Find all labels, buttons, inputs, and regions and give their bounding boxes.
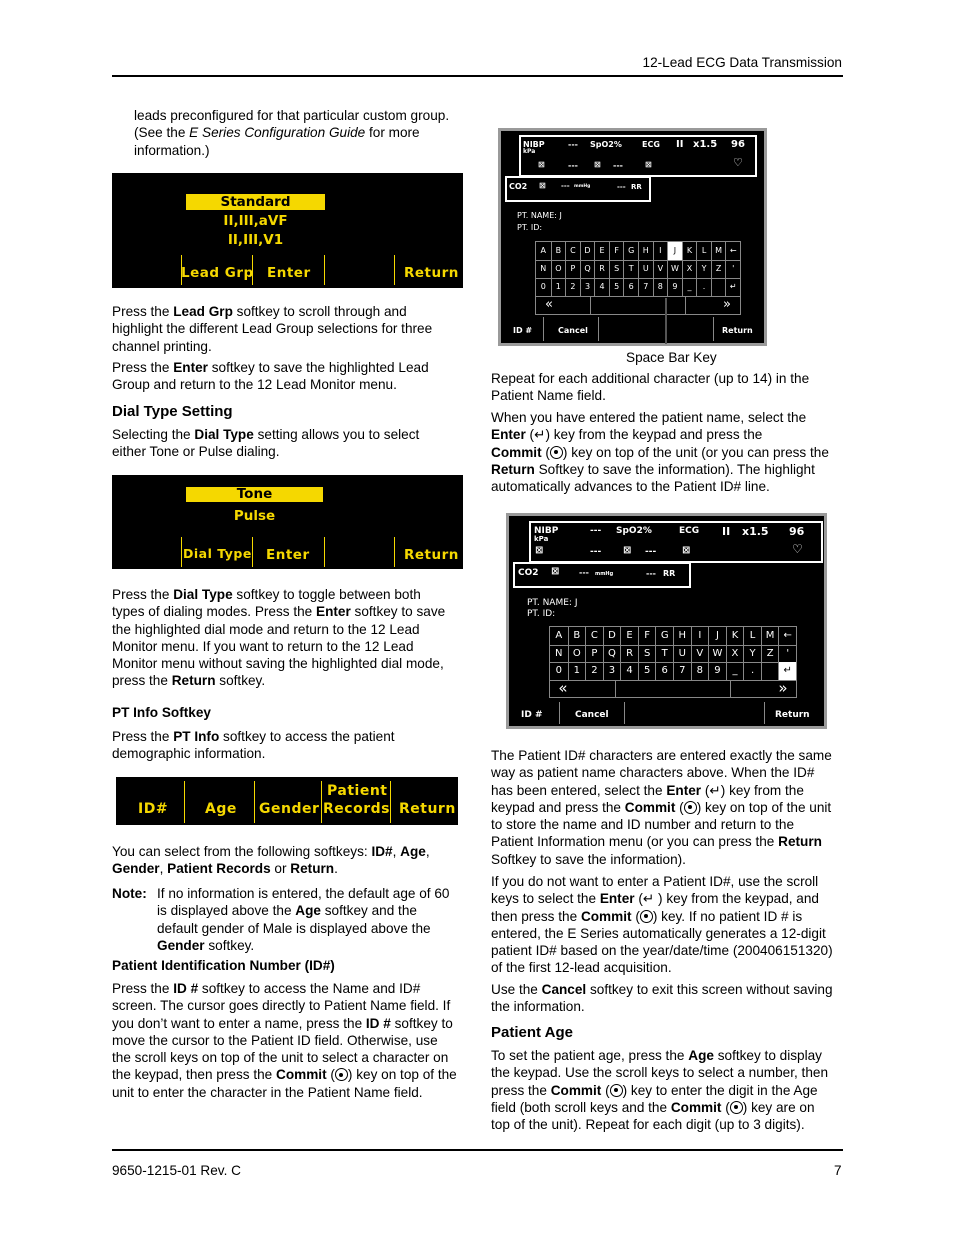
keypad-key[interactable]: P	[565, 260, 580, 278]
space-bar-key[interactable]	[590, 296, 686, 314]
keypad-key[interactable]: J	[667, 242, 682, 260]
keypad-key[interactable]: I	[653, 242, 668, 260]
enter-softkey[interactable]: Enter	[266, 547, 310, 563]
keypad-key[interactable]: U	[638, 260, 653, 278]
keypad-key[interactable]: 6	[623, 278, 638, 296]
pt-info-heading: PT Info Softkey	[112, 705, 211, 720]
nibp-label: NIBP	[534, 526, 559, 536]
keypad-key[interactable]: 4	[620, 662, 638, 680]
rr-value: ---	[617, 183, 626, 191]
patient-age-paragraph: To set the patient age, press the Age softkey to display the keypad. Use the scroll keys to select a number, then press the Commit ( ) key to enter the digit in the Age field (both scroll keys and the Commit ( ) key are on top of the unit). Repeat for each digit (up to 3 digits).	[491, 1048, 829, 1133]
age-softkey[interactable]: Age	[205, 801, 237, 817]
softkey-divider	[252, 537, 253, 567]
note-text: If no information is entered, the default age of 60 is displayed above the Age softkey and the default gender of Male is displayed above the Gender softkey.	[157, 886, 450, 953]
softkey-divider	[624, 702, 625, 724]
patient-id-field[interactable]: PT. ID:	[517, 223, 543, 232]
softkey-divider	[324, 537, 325, 567]
header-rule	[112, 75, 843, 77]
space-bar-key[interactable]	[615, 680, 731, 698]
scroll-left-icon[interactable]: «	[558, 678, 568, 697]
keypad-key[interactable]: R	[620, 645, 638, 663]
keypad-key[interactable]: 8	[653, 278, 668, 296]
dial-type-screen	[112, 475, 463, 569]
no-patient-id-paragraph: If you do not want to enter a Patient ID#, use the scroll keys to select the Enter (↵ ) key from the keypad, and then press the Commit ( ) key. If no patient ID # is entered, the E Series automatically generates a 12-digit patient ID# based on the year/date/time (200406151320) of the first 12-lead acquisition.	[491, 874, 833, 976]
running-header: 12-Lead ECG Data Transmission	[642, 55, 842, 70]
keypad-key[interactable]: 3	[603, 662, 621, 680]
heart-icon: ♡	[733, 156, 743, 169]
keypad-key[interactable]: C	[565, 242, 580, 260]
keypad-key[interactable]: J	[708, 627, 726, 645]
keypad-key[interactable]: T	[623, 260, 638, 278]
keypad-key[interactable]: 2	[565, 278, 580, 296]
softkey-divider	[394, 537, 395, 567]
patient-id-entry-screen	[506, 513, 827, 729]
keypad-key[interactable]: 1	[551, 278, 566, 296]
alarm-off-icon: ⊠	[539, 181, 546, 190]
keypad-key[interactable]: W	[667, 260, 682, 278]
commit-key-icon	[550, 446, 563, 459]
rr-value: ---	[646, 569, 656, 578]
keypad-key[interactable]: 5	[609, 278, 624, 296]
keypad-key[interactable]: A	[555, 630, 563, 641]
nibp-value: ---	[590, 526, 602, 536]
on-screen-keypad	[549, 626, 797, 698]
kpa-label: kPa	[534, 535, 549, 543]
on-screen-keypad	[535, 241, 741, 315]
keypad-key[interactable]: S	[609, 260, 624, 278]
keypad-key[interactable]: Y	[743, 645, 761, 663]
keypad-key[interactable]: _	[682, 278, 697, 296]
footer-rule	[112, 1149, 843, 1151]
keypad-key[interactable]: H	[638, 242, 653, 260]
lead-group-screen	[112, 173, 463, 288]
patient-age-heading: Patient Age	[491, 1024, 573, 1041]
commit-key-icon	[684, 801, 697, 814]
enter-key-icon: ↵	[534, 427, 546, 443]
keypad-key[interactable]	[711, 278, 726, 296]
patient-name-field[interactable]: PT. NAME: J	[527, 598, 578, 608]
keypad-key[interactable]: X	[682, 260, 697, 278]
keypad-key[interactable]: Z	[761, 645, 779, 663]
keypad-key[interactable]: .	[743, 662, 761, 680]
keypad-key[interactable]: L	[696, 242, 711, 260]
patient-records-softkey-line2[interactable]: Records	[323, 801, 390, 817]
softkey-divider	[390, 781, 391, 823]
cancel-paragraph: Use the Cancel softkey to exit this screen without saving the information.	[491, 982, 833, 1015]
dial-type-intro: Selecting the Dial Type setting allows you to select either Tone or Pulse dialing.	[112, 427, 420, 460]
keypad-key[interactable]: F	[609, 242, 624, 260]
patient-id-paragraph: Press the ID # softkey to access the Name and ID# screen. The cursor goes directly to Patient Name field. If you don’t want to enter a name, press the ID # softkey to move the cursor to the Patient ID field. Otherwise, use the scroll keys on top of the unit to select a character on the keypad, then press the Commit ( ) key on top of the unit to enter the character in the Patient Name field.	[112, 981, 457, 1100]
ecg-label: ECG	[642, 140, 660, 149]
patient-records-softkey-line1[interactable]: Patient	[327, 783, 388, 799]
patient-name-field[interactable]: PT. NAME: J	[517, 211, 562, 220]
keypad-key[interactable]: Z	[711, 260, 726, 278]
repeat-paragraph: Repeat for each additional character (up to 14) in the Patient Name field.	[491, 371, 810, 404]
co2-label: CO2	[518, 568, 539, 578]
softkey-divider	[713, 317, 714, 341]
softkey-divider	[764, 702, 765, 724]
co2-value: ---	[579, 568, 589, 577]
patient-name-entry-screen	[498, 128, 767, 346]
alarm-off-icon: ⊠	[645, 160, 652, 169]
enter-softkey[interactable]: Enter	[267, 265, 311, 281]
ecg-gain: x1.5	[693, 139, 718, 150]
keypad-key[interactable]: P	[585, 645, 603, 663]
keypad-key[interactable]: '	[725, 260, 740, 278]
commit-key-icon	[610, 1084, 623, 1097]
mmhg-unit: mmHg	[595, 571, 614, 577]
keypad-key[interactable]: G	[623, 242, 638, 260]
cancel-softkey[interactable]: Cancel	[558, 326, 588, 335]
id-softkey[interactable]: ID #	[513, 326, 533, 335]
scroll-right-icon[interactable]: »	[778, 678, 788, 697]
keypad-key[interactable]: Y	[696, 260, 711, 278]
gender-softkey[interactable]: Gender	[259, 801, 320, 817]
softkey-divider	[254, 781, 255, 823]
ecg-lead: II	[722, 525, 731, 538]
keypad-key[interactable]: Q	[580, 260, 595, 278]
keypad-key[interactable]: 9	[667, 278, 682, 296]
dial-type-heading: Dial Type Setting	[112, 403, 233, 420]
heart-rate-value: 96	[731, 139, 745, 150]
keypad-key[interactable]: O	[568, 645, 586, 663]
keypad-key[interactable]: '	[778, 645, 796, 663]
keypad-key[interactable]: 4	[594, 278, 609, 296]
keypad-key[interactable]: 1	[568, 662, 586, 680]
keypad-key[interactable]: N	[555, 647, 563, 659]
keypad-key[interactable]: E	[620, 627, 638, 645]
alarm-off-icon: ⊠	[535, 545, 544, 556]
spo2-value: ---	[645, 547, 657, 557]
return-softkey[interactable]: Return	[722, 326, 753, 335]
alarm-off-icon: ⊠	[682, 545, 691, 556]
return-softkey[interactable]: Return	[404, 265, 459, 281]
keypad-key[interactable]: U	[673, 645, 691, 663]
keypad-key[interactable]: D	[603, 627, 621, 645]
keypad-key[interactable]: V	[653, 260, 668, 278]
keypad-key[interactable]: ↵	[778, 662, 796, 680]
keypad-key[interactable]: K	[682, 242, 697, 260]
alarm-off-icon: ⊠	[551, 566, 560, 577]
keypad-key[interactable]: ↵	[725, 278, 740, 296]
nibp-mean: ---	[568, 161, 578, 170]
softkey-divider	[324, 255, 325, 285]
return-softkey[interactable]: Return	[775, 710, 810, 720]
keypad-key[interactable]: Q	[603, 645, 621, 663]
dial-type-paragraph: Press the Dial Type softkey to toggle between both types of dialing modes. Press the Enter softkey to save the highlighted dial mode and return to the 12 Lead Monitor menu. If you want to return to the 12 Lead Monitor menu without saving the highlighted dial mode, press the Return softkey.	[112, 587, 446, 689]
document-id: 9650-1215-01 Rev. C	[112, 1163, 241, 1178]
lead-group-standard-highlight: Standard	[186, 194, 325, 210]
intro-paragraph: leads preconfigured for that particular custom group. (See the E Series Configuration Guide for more information.)	[134, 108, 450, 158]
dial-tone-highlight: Tone	[186, 487, 323, 502]
space-bar-callout-line	[665, 298, 667, 344]
keypad-key[interactable]: ←	[778, 627, 796, 645]
softkey-divider	[394, 255, 395, 285]
softkey-options-paragraph: You can select from the following softkeys: ID#, Age, Gender, Patient Records or Return.	[112, 844, 430, 877]
alarm-off-icon: ⊠	[538, 160, 545, 169]
softkey-divider	[181, 537, 182, 567]
enter-key-icon: ↵	[709, 782, 721, 798]
keypad-key[interactable]: 5	[638, 662, 656, 680]
patient-id-field[interactable]: PT. ID:	[527, 609, 556, 619]
keypad-key[interactable]: _	[726, 662, 744, 680]
page-number: 7	[834, 1163, 842, 1178]
softkey-divider	[598, 317, 599, 341]
softkey-divider	[321, 781, 322, 823]
dial-type-softkey[interactable]: Dial Type	[183, 546, 252, 561]
scroll-left-icon[interactable]: «	[545, 297, 553, 312]
keypad-key[interactable]: V	[691, 645, 709, 663]
keypad-key[interactable]: N	[540, 264, 547, 273]
softkey-divider	[184, 781, 185, 823]
pt-info-paragraph: Press the PT Info softkey to access the patient demographic information.	[112, 729, 395, 762]
keypad-key[interactable]: .	[696, 278, 711, 296]
enter-paragraph: Press the Enter softkey to save the highlighted Lead Group and return to the 12 Lead Monitor menu.	[112, 360, 429, 393]
dial-pulse-option: Pulse	[233, 508, 276, 524]
keypad-key[interactable]: F	[638, 627, 656, 645]
keypad-key[interactable]: B	[551, 242, 566, 260]
mmhg-unit: mmHg	[574, 184, 591, 189]
scroll-right-icon[interactable]: »	[723, 297, 731, 312]
keypad-key[interactable]: 2	[585, 662, 603, 680]
keypad-key[interactable]: D	[580, 242, 595, 260]
heart-icon: ♡	[792, 542, 803, 556]
vitals-panel	[529, 521, 823, 563]
keypad-key[interactable]: I	[691, 627, 709, 645]
commit-key-icon	[640, 910, 653, 923]
keypad-key[interactable]: 8	[691, 662, 709, 680]
keypad-key[interactable]: L	[743, 627, 761, 645]
id-softkey[interactable]: ID #	[521, 710, 543, 720]
keypad-key[interactable]: M	[761, 627, 779, 645]
pt-info-softkey-bar	[116, 777, 458, 825]
space-bar-caption: Space Bar Key	[626, 350, 717, 365]
keypad-key[interactable]: G	[655, 627, 673, 645]
spo2-label: SpO2%	[616, 526, 652, 536]
cancel-softkey[interactable]: Cancel	[575, 710, 609, 720]
softkey-divider	[559, 702, 560, 724]
co2-label: CO2	[509, 182, 528, 191]
ecg-lead: II	[676, 139, 684, 150]
alarm-off-icon: ⊠	[623, 545, 632, 556]
commit-key-icon	[335, 1068, 348, 1081]
keypad-key[interactable]: 9	[708, 662, 726, 680]
keypad-key[interactable]: X	[726, 645, 744, 663]
keypad-key[interactable]: R	[594, 260, 609, 278]
keypad-key[interactable]: B	[568, 627, 586, 645]
lead-group-option: II,III,aVF	[223, 213, 288, 229]
keypad-key[interactable]: ←	[725, 242, 740, 260]
keypad-key[interactable]: 3	[580, 278, 595, 296]
keypad-key[interactable]: 0	[555, 665, 562, 676]
keypad-key[interactable]: E	[594, 242, 609, 260]
id-softkey[interactable]: ID#	[138, 801, 169, 817]
enter-key-icon: ↵	[642, 891, 655, 907]
patient-id-heading: Patient Identification Number (ID#)	[112, 958, 335, 973]
keypad-key[interactable]: A	[540, 246, 547, 255]
nibp-label: NIBP	[523, 140, 545, 149]
keypad-key[interactable]: M	[711, 242, 726, 260]
enter-commit-paragraph: When you have entered the patient name, select the Enter (↵) key from the keypad and press the Commit ( ) key on top of the unit (or you can press the Return Softkey to save the information). The highlight automatically advances to the Patient ID# line.	[491, 410, 829, 495]
keypad-key[interactable]: 7	[673, 662, 691, 680]
lead-grp-paragraph: Press the Lead Grp softkey to scroll through and highlight the different Lead Group selections for three channel printing.	[112, 304, 433, 354]
alarm-off-icon: ⊠	[594, 160, 601, 169]
keypad-key[interactable]: 7	[638, 278, 653, 296]
keypad-key[interactable]: W	[708, 645, 726, 663]
lead-group-option: II,III,V1	[227, 232, 284, 248]
rr-label: RR	[631, 183, 642, 191]
nibp-mean: ---	[590, 547, 602, 557]
keypad-key[interactable]: K	[726, 627, 744, 645]
ecg-gain: x1.5	[742, 525, 769, 538]
nibp-value: ---	[568, 140, 578, 149]
note-label: Note:	[112, 886, 147, 901]
keypad-key[interactable]	[761, 662, 779, 680]
keypad-key[interactable]: S	[638, 645, 656, 663]
patient-id-chars-paragraph: The Patient ID# characters are entered exactly the same way as patient name characters above. When the ID# has been entered, select the Enter (↵) key from the keypad and press the Commit ( ) key on top of the unit to store the name and ID number and return to the Patient Information menu (or you can press the Return Softkey to save the information).	[491, 748, 832, 867]
heart-rate-value: 96	[789, 525, 805, 538]
ecg-label: ECG	[679, 526, 700, 536]
spo2-value: ---	[613, 161, 623, 170]
keypad-key[interactable]: 0	[540, 282, 546, 291]
keypad-key[interactable]: 6	[655, 662, 673, 680]
keypad-key[interactable]: O	[551, 260, 566, 278]
return-softkey[interactable]: Return	[399, 801, 456, 817]
keypad-key[interactable]: C	[585, 627, 603, 645]
lead-grp-softkey[interactable]: Lead Grp	[181, 265, 254, 281]
co2-value: ---	[561, 182, 570, 190]
softkey-divider	[543, 317, 544, 341]
vitals-panel	[519, 135, 757, 177]
rr-label: RR	[663, 569, 676, 578]
return-softkey[interactable]: Return	[404, 547, 459, 563]
kpa-label: kPa	[523, 148, 536, 155]
commit-key-icon	[730, 1101, 743, 1114]
keypad-key[interactable]: H	[673, 627, 691, 645]
keypad-key[interactable]: T	[655, 645, 673, 663]
spo2-label: SpO2%	[590, 140, 622, 149]
